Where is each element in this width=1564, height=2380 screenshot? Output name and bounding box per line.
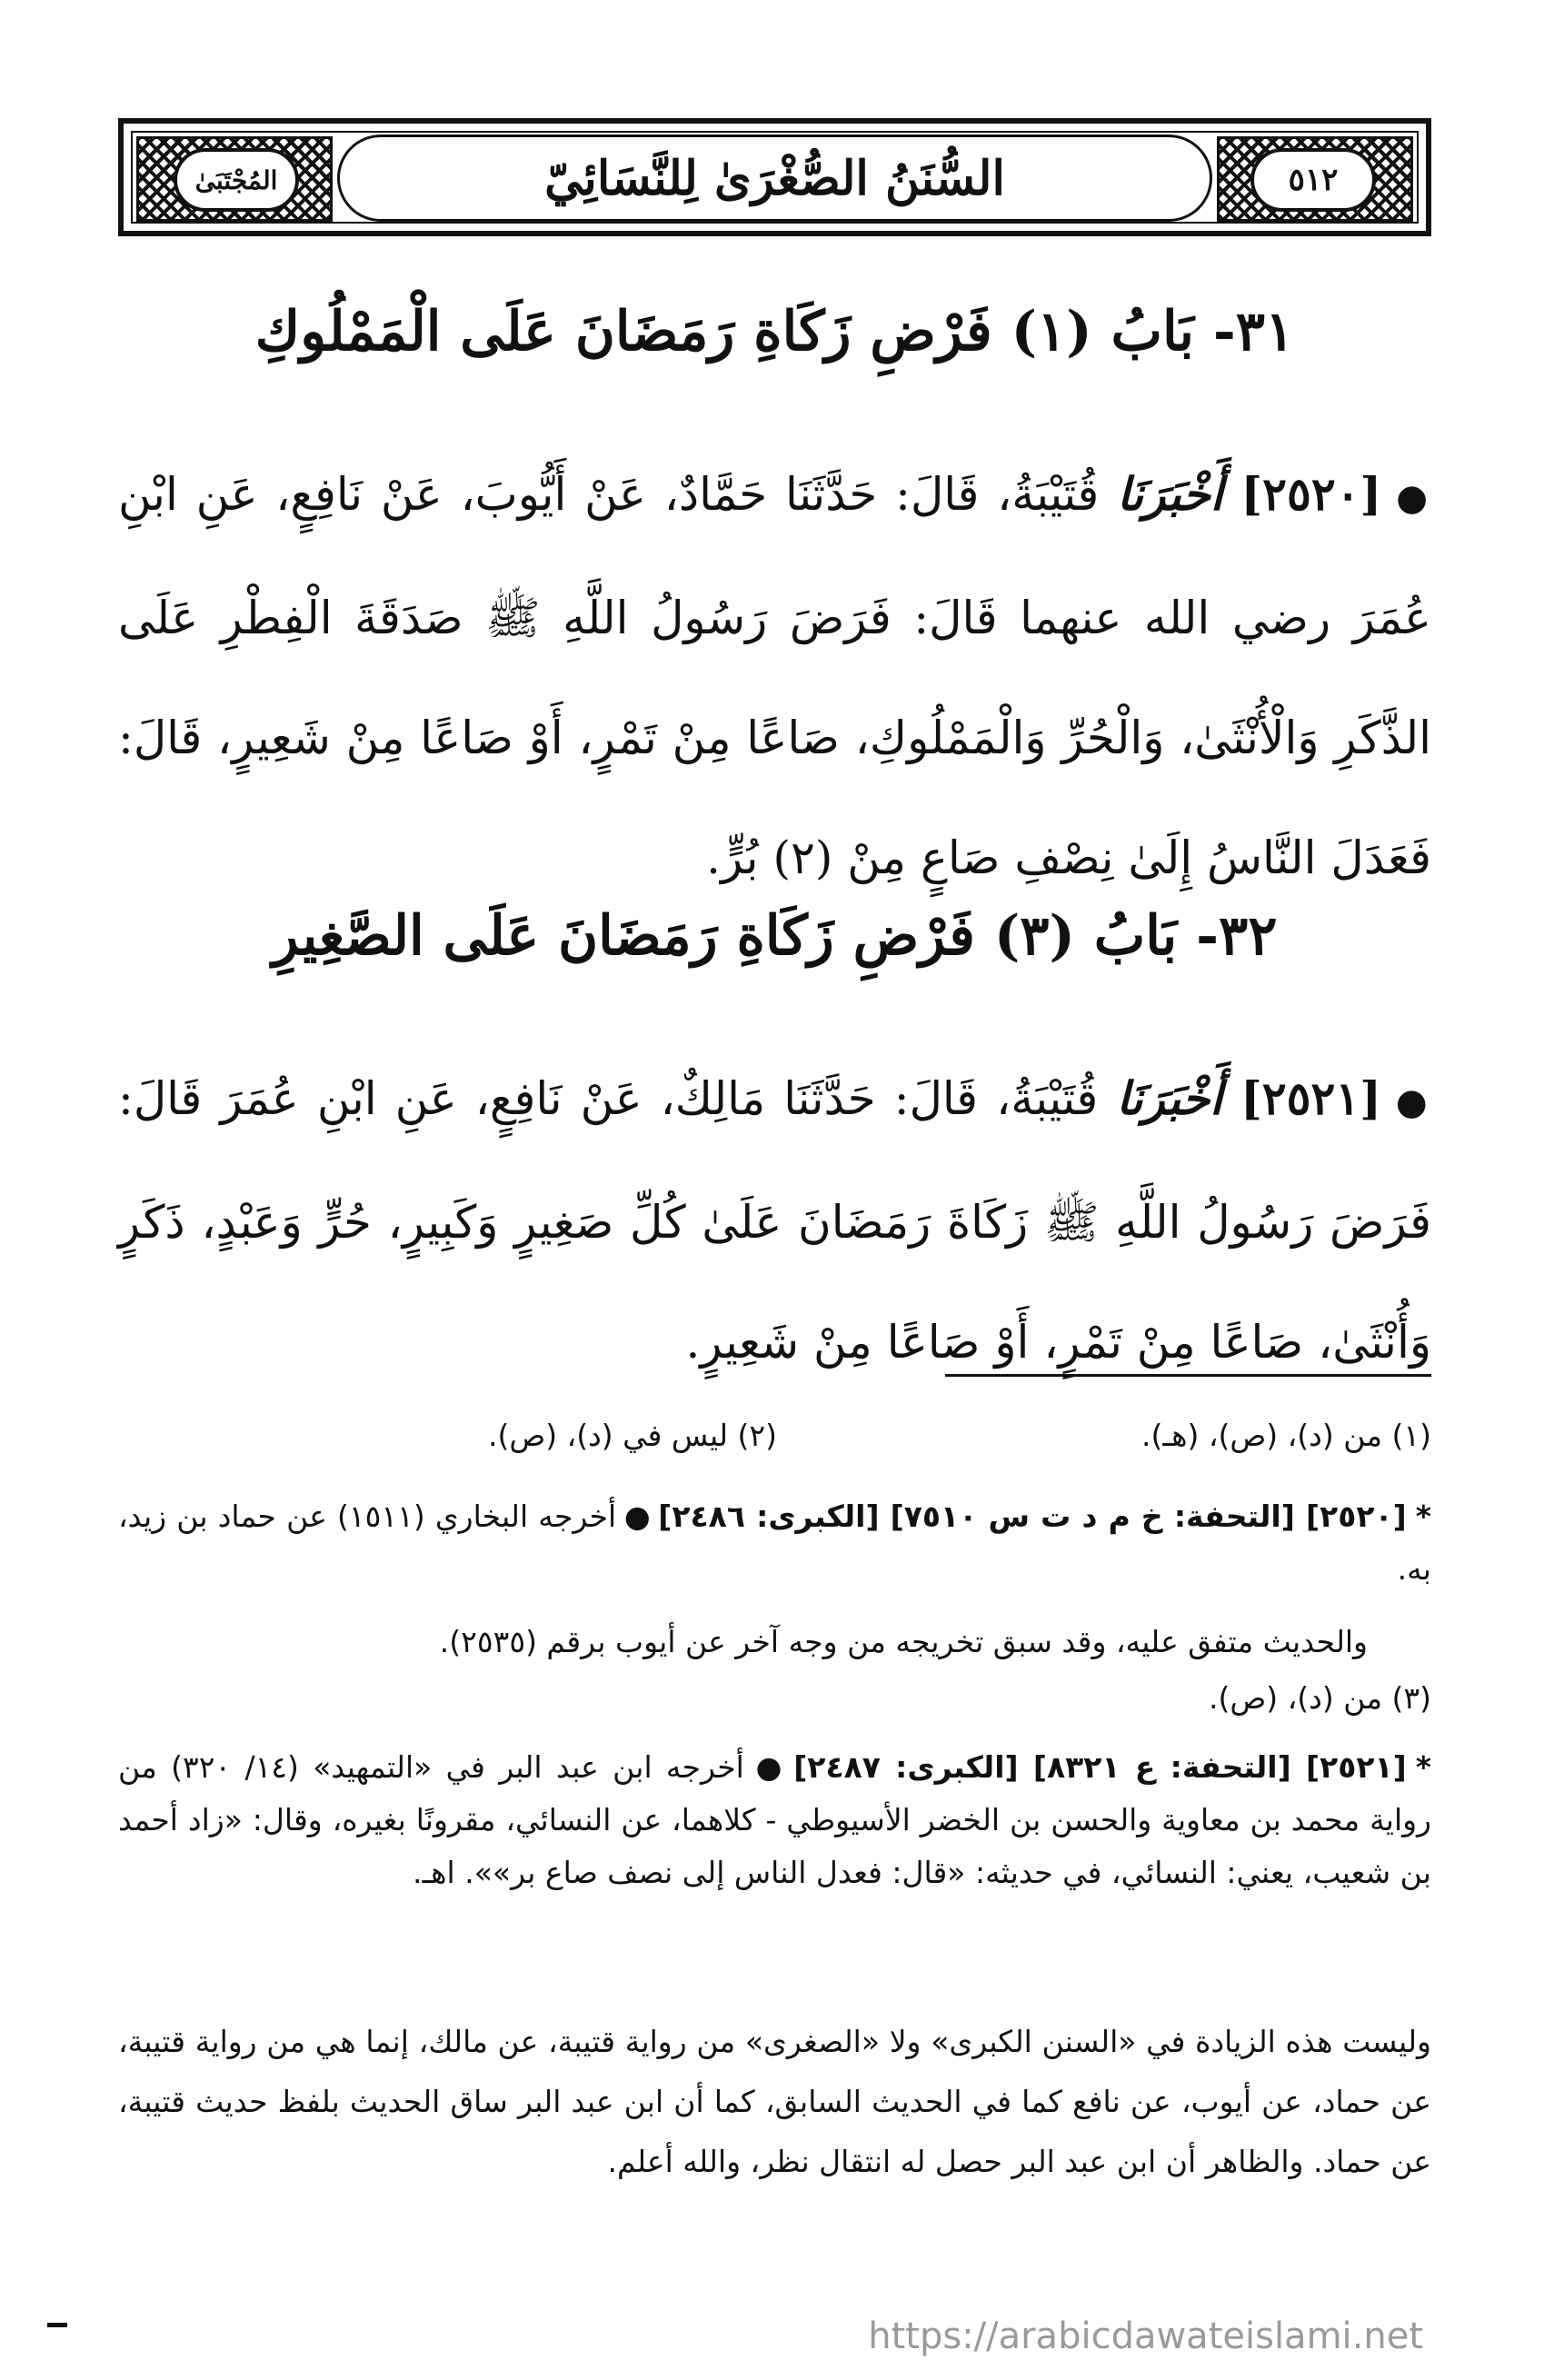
asterisk-icon: * <box>1415 1749 1431 1785</box>
series-ornament <box>136 136 333 222</box>
bullet-icon: ● <box>623 1499 652 1534</box>
watermark-url: https://arabicdawateislami.net <box>868 2315 1423 2357</box>
hadith-2520 <box>118 434 1431 918</box>
asterisk-icon: * <box>1415 1499 1431 1534</box>
takhrij-ref: [٢٥٢١] [التحفة: ع ٨٣٢١] [الكبرى: ٢٤٨٧] <box>793 1749 1407 1785</box>
margin-mark <box>47 2323 67 2327</box>
takhrij-text: أخرجه ابن عبد البر في «التمهيد» (١٤/ ٣٢٠) من رواية محمد بن معاوية والحسن بن الخضر الأسيوطي - كلاهما، عن النسائي، مقرونًا بغيره، وقال: «زاد أحمد بن شعيب، يعني: النسائي، في حديثه: «قال: فعدل الناس إلى نصف صاع بر»». اهـ. <box>118 1749 1431 1890</box>
bullet-icon: ● <box>751 1749 787 1785</box>
running-title: السُّنَنُ الصُّغْرَىٰ لِلنَّسَائِيّ <box>337 134 1212 222</box>
page-number-ornament <box>1217 136 1413 222</box>
takhrij-2521 <box>118 1741 1431 1899</box>
hadith-text: قُتَيْبَةُ، قَالَ: حَدَّثَنَا مَالِكٌ، عَنْ نَافِعٍ، عَنِ ابْنِ عُمَرَ قَالَ: فَرَضَ رَسُولُ اللَّهِ ﷺ زَكَاةَ رَمَضَانَ عَلَىٰ كُلِّ صَغِيرٍ وَكَبِيرٍ، حُرٍّ وَعَبْدٍ، ذَكَرٍ وَأُنْثَىٰ، صَاعًا مِنْ تَمْرٍ، أَوْ صَاعًا مِنْ شَعِيرٍ. <box>118 1072 1431 1369</box>
hadith-number: [٢٥٢١] <box>1240 1071 1381 1125</box>
hadith-opening: أَخْبَرَنَا <box>1116 1071 1223 1125</box>
page-header-frame <box>118 118 1431 236</box>
takhrij-2520-note: والحديث متفق عليه، وقد سبق تخريجه من وجه آخر عن أيوب برقم (٢٥٣٥). <box>439 1624 1368 1659</box>
bullet-icon: ● <box>1396 477 1431 519</box>
hadith-text: قُتَيْبَةُ، قَالَ: حَدَّثَنَا حَمَّادٌ، عَنْ أَيُّوبَ، عَنْ نَافِعٍ، عَنِ ابْنِ عُمَرَ رضي الله عنهما قَالَ: فَرَضَ رَسُولُ اللَّهِ ﷺ صَدَقَةَ الْفِطْرِ عَلَى الذَّكَرِ وَالْأُنْثَىٰ، وَالْحُرِّ وَالْمَمْلُوكِ، صَاعًا مِنْ تَمْرٍ، أَوْ صَاعًا مِنْ شَعِيرٍ، قَالَ: فَعَدَلَ النَّاسُ إِلَىٰ نِصْفِ صَاعٍ مِنْ (٢) بُرٍّ. <box>118 468 1431 884</box>
footnote-1: (١) من (د)، (ص)، (هـ). <box>1141 1418 1431 1453</box>
takhrij-2521-note: وليست هذه الزيادة في «السنن الكبرى» ولا «الصغرى» من رواية قتيبة، عن مالك، إنما هي من رواية قتيبة، عن حماد، عن أيوب، عن نافع كما في الحديث السابق، كما أن ابن عبد البر ساق الحديث بلفظ حديث قتيبة، عن حماد. والظاهر أن ابن عبد البر حصل له انتقال نظر، والله أعلم. <box>118 2024 1431 2179</box>
bullet-icon: ● <box>1395 1081 1431 1123</box>
chapter-heading-31: ٣١- بَابُ (١) فَرْضِ زَكَاةِ رَمَضَانَ عَلَى الْمَمْلُوكِ <box>254 300 1295 363</box>
footnote-2: (٢) ليس في (د)، (ص). <box>487 1418 777 1453</box>
chapter-heading-32: ٣٢- بَابُ (٣) فَرْضِ زَكَاةِ رَمَضَانَ عَلَى الصَّغِيرِ <box>272 904 1278 968</box>
takhrij-2520 <box>118 1490 1431 1596</box>
hadith-number: [٢٥٢٠] <box>1240 467 1382 521</box>
footnote-row-1 <box>118 1418 1431 1463</box>
footnote-separator <box>945 1374 1431 1377</box>
hadith-2521 <box>118 1039 1431 1402</box>
hadith-opening: أَخْبَرَنَا <box>1117 467 1223 521</box>
footnote-3: (٣) من (د)، (ص). <box>1209 1680 1431 1716</box>
series-title: المُجْتَبَىٰ <box>174 148 299 212</box>
takhrij-text: أخرجه البخاري (١٥١١) عن حماد بن زيد، به. <box>118 1499 1431 1587</box>
takhrij-ref: [٢٥٢٠] [التحفة: خ م د ت س ٧٥١٠] [الكبرى: ٢٤٨٦] <box>658 1499 1407 1534</box>
page-number: ٥١٢ <box>1250 148 1376 212</box>
